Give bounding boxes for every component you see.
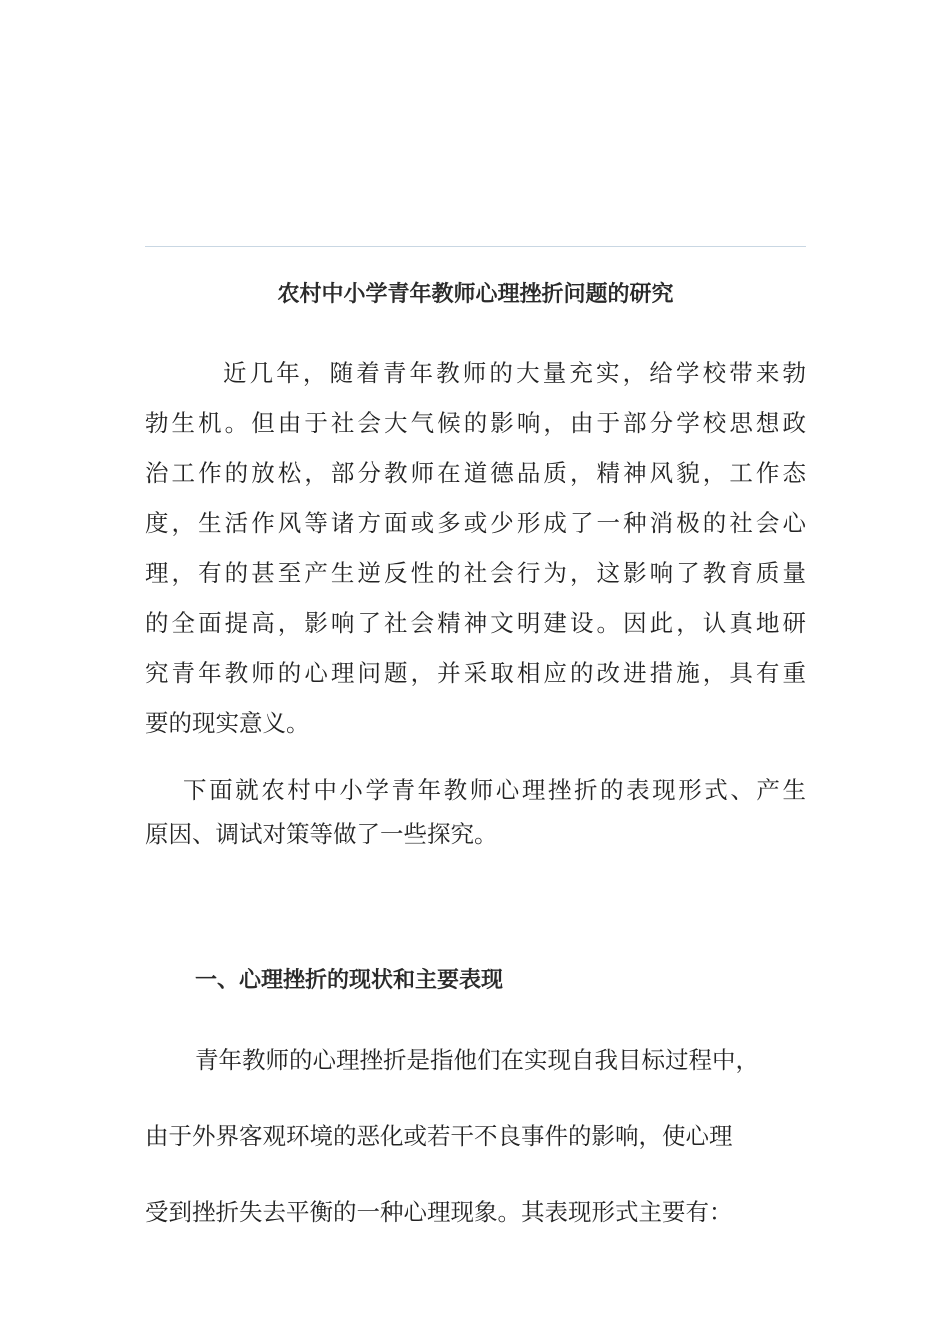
paragraph-line: 理，有的甚至产生逆反性的社会行为，这影响了教育质量: [145, 559, 806, 587]
paragraph-line: 治工作的放松，部分教师在道德品质，精神风貌，工作态: [145, 459, 806, 487]
paragraph-line: 究青年教师的心理问题，并采取相应的改进措施，具有重: [145, 659, 806, 687]
paragraph-line: 要的现实意义。: [145, 709, 310, 737]
paragraph-line: 近几年，随着青年教师的大量充实，给学校带来勃: [223, 359, 806, 387]
paragraph-line: 度，生活作风等诸方面或多或少形成了一种消极的社会心: [145, 509, 806, 537]
paragraph-intro: [145, 348, 806, 748]
paragraph-line: 受到挫折失去平衡的一种心理现象。其表现形式主要有：: [145, 1198, 733, 1226]
paragraph-section1: [145, 1022, 806, 1250]
paragraph-line: 的全面提高，影响了社会精神文明建设。因此，认真地研: [145, 609, 806, 637]
paragraph-line: 原因、调试对策等做了一些探究。: [145, 820, 498, 848]
paragraph-line: 青年教师的心理挫折是指他们在实现自我目标过程中，: [195, 1046, 759, 1074]
header-rule: [145, 246, 806, 247]
paragraph-overview: [145, 768, 806, 856]
paragraph-line: 下面就农村中小学青年教师心理挫折的表现形式、产生: [183, 776, 806, 804]
paragraph-line: 由于外界客观环境的恶化或若干不良事件的影响，使心理: [145, 1122, 733, 1150]
document-title: 农村中小学青年教师心理挫折问题的研究: [277, 282, 674, 307]
paragraph-line: 勃生机。但由于社会大气候的影响，由于部分学校思想政: [145, 409, 806, 437]
section-heading: 一、心理挫折的现状和主要表现: [195, 968, 504, 993]
